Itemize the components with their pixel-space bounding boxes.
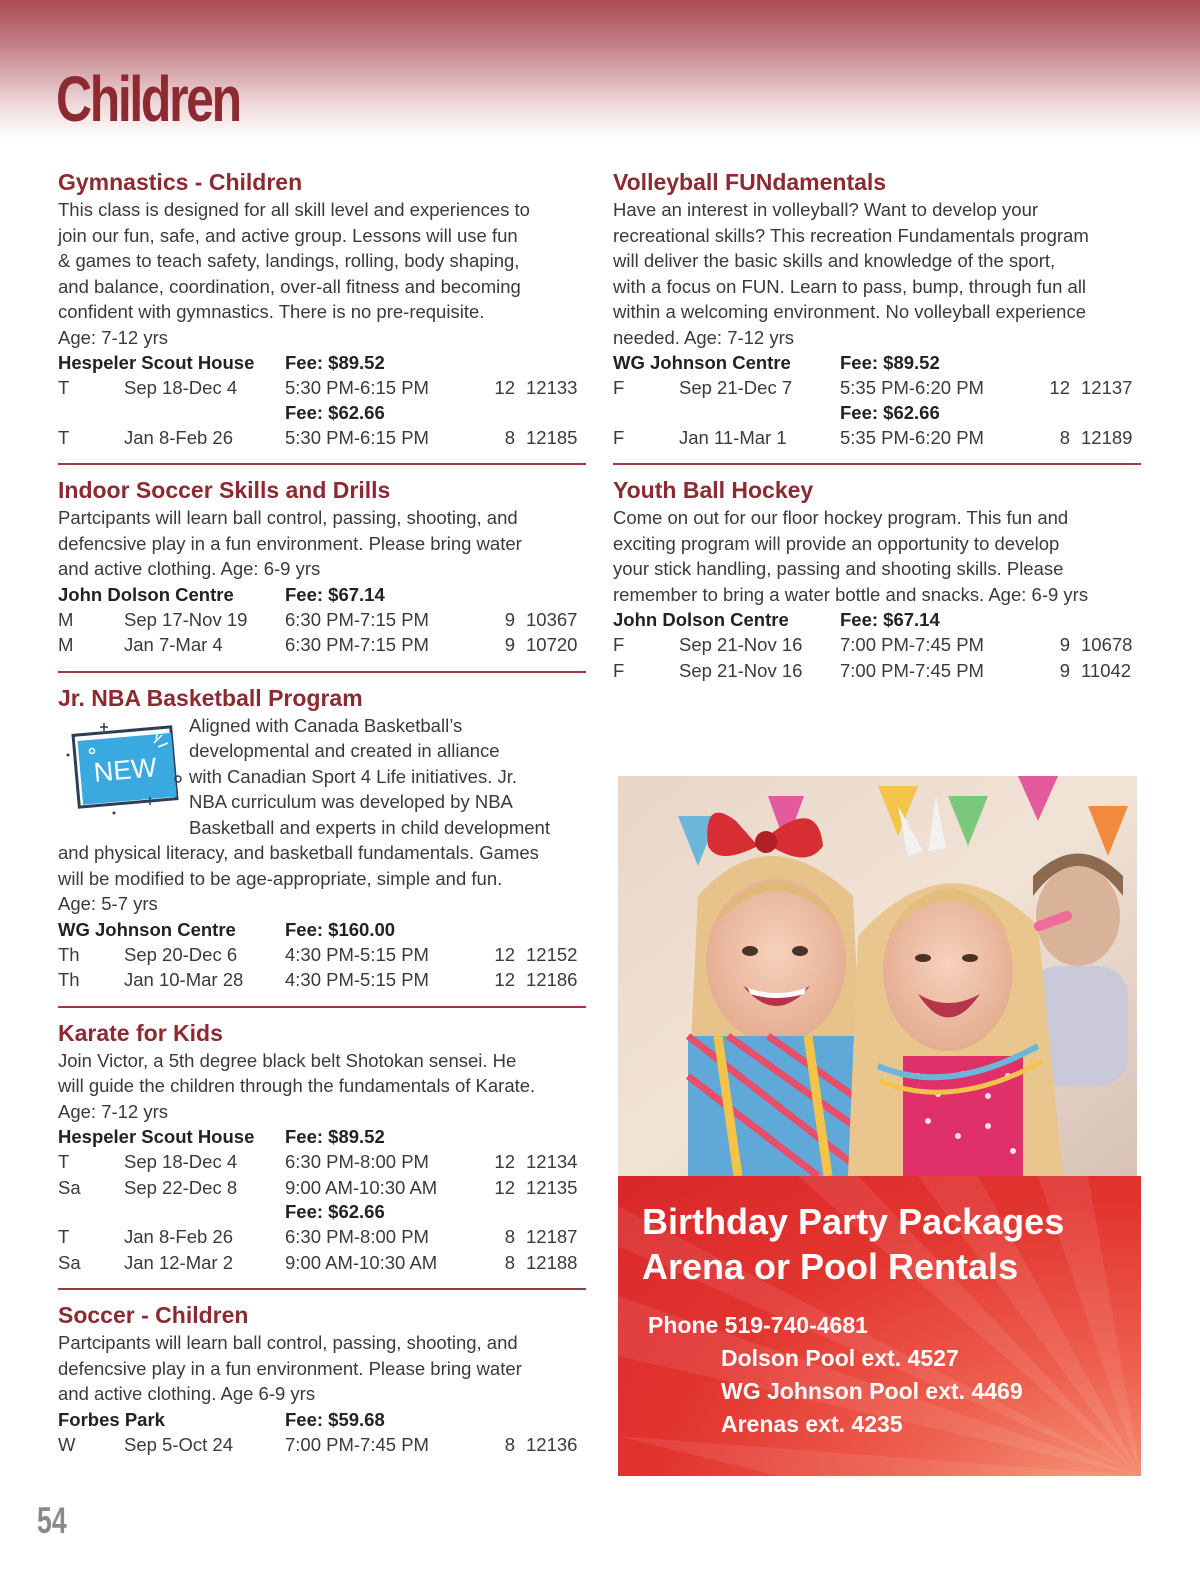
desc-line: Basketball and experts in child development: [189, 816, 550, 838]
desc-line: recreational skills? This recreation Fundamentals program: [613, 224, 1089, 246]
desc-line: Come on out for our floor hockey program. This fun and: [613, 507, 1069, 528]
location-row: [58, 917, 586, 942]
session-count: 9: [1059, 659, 1070, 681]
desc-line: Have an interest in volleyball? Want to develop your: [613, 199, 1039, 220]
promo-contact: Dolson Pool ext. 4527: [721, 1345, 959, 1371]
course-code: 10367: [526, 608, 578, 630]
day: T: [58, 377, 70, 398]
desc-line: Age: 5-7 yrs: [58, 893, 158, 914]
dates: Sep 20-Dec 6: [124, 943, 238, 965]
section-title: Jr. NBA Basketball Program: [58, 684, 363, 711]
left-column: [58, 168, 586, 1457]
day: T: [58, 426, 70, 448]
schedule-row: [613, 425, 1141, 451]
section-hockey: [613, 476, 1141, 683]
session-count: 8: [504, 426, 515, 448]
right-column: [613, 168, 1141, 683]
day: F: [613, 634, 625, 655]
section-volleyball: [613, 168, 1141, 450]
desc-line: and balance, coordination, over-all fitness and becoming: [58, 275, 521, 297]
nba-intro: [58, 713, 586, 841]
desc-line: confident with gymnastics. There is no pre-requisite.: [58, 301, 485, 322]
time: 6:30 PM-7:15 PM: [285, 608, 429, 630]
section-divider: [58, 1006, 586, 1008]
desc-line: Join Victor, a 5th degree black belt Shotokan sensei. He: [58, 1049, 517, 1071]
page-number: 54: [37, 1500, 67, 1541]
new-badge-icon: [58, 719, 188, 819]
session-count: 12: [1049, 377, 1070, 398]
desc-line: Partcipants will learn ball control, passing, shooting, and: [58, 507, 518, 528]
desc-line: will be modified to be age-appropriate, simple and fun.: [58, 867, 503, 889]
fee: Fee: $160.00: [285, 918, 396, 940]
promo-contact: WG Johnson Pool ext. 4469: [721, 1378, 1023, 1404]
section-gymnastics: [58, 168, 586, 450]
section-description: [58, 505, 586, 582]
course-code: 11042: [1081, 659, 1132, 681]
day: F: [613, 377, 625, 398]
promo-headline: Arena or Pool Rentals: [642, 1246, 1019, 1287]
session-count: 8: [504, 1433, 515, 1455]
course-code: 12137: [1081, 377, 1133, 398]
birthday-party-photo: [618, 776, 1137, 1176]
desc-line: remember to bring a water bottle and snacks. Age: 6-9 yrs: [613, 583, 1089, 605]
day: T: [58, 1226, 70, 1247]
session-count: 12: [494, 377, 515, 398]
desc-line: will guide the children through the fundamentals of Karate.: [58, 1075, 536, 1096]
section-title: Gymnastics - Children: [58, 169, 303, 195]
time: 5:30 PM-6:15 PM: [285, 377, 429, 398]
desc-line: Aligned with Canada Basketball’s: [189, 714, 463, 736]
session-count: 12: [494, 943, 515, 965]
fee: Fee: $67.14: [840, 609, 940, 630]
section-title: Indoor Soccer Skills and Drills: [58, 477, 391, 503]
schedule-row: [58, 967, 586, 993]
course-code: 12186: [526, 969, 578, 990]
session-count: 12: [494, 969, 515, 990]
new-badge-label: NEW: [92, 751, 158, 788]
section-description: [58, 1048, 586, 1125]
day: Th: [58, 943, 80, 965]
desc-line: with Canadian Sport 4 Life initiatives. Jr.: [189, 765, 518, 787]
schedule-row: [58, 632, 586, 658]
section-description: [58, 1330, 586, 1407]
desc-line: with a focus on FUN. Learn to pass, bump, through fun all: [613, 275, 1087, 297]
desc-line: exciting program will provide an opportunity to develop: [613, 532, 1060, 554]
fee: Fee: $62.66: [285, 401, 385, 423]
time: 6:30 PM-7:15 PM: [285, 634, 429, 655]
desc-line: and active clothing. Age 6-9 yrs: [58, 1383, 316, 1404]
dates: Sep 21-Nov 16: [679, 659, 803, 681]
fee: Fee: $89.52: [840, 352, 940, 373]
section-title: Karate for Kids: [58, 1019, 223, 1046]
desc-line: your stick handling, passing and shooting skills. Please: [613, 558, 1064, 579]
day: F: [613, 426, 625, 448]
desc-line: Age: 7-12 yrs: [58, 1100, 169, 1122]
course-code: 12185: [526, 426, 578, 448]
fee: Fee: $62.66: [840, 401, 940, 423]
section-title: Youth Ball Hockey: [613, 477, 814, 503]
promo-headline: Birthday Party Packages: [642, 1201, 1065, 1242]
section-description: [613, 197, 1141, 350]
course-code: 12135: [526, 1176, 578, 1198]
schedule-row: [58, 1250, 586, 1276]
dates: Sep 18-Dec 4: [124, 1151, 238, 1172]
day: M: [58, 608, 74, 630]
schedule-row: [58, 942, 586, 968]
day: M: [58, 634, 74, 655]
location: John Dolson Centre: [58, 583, 234, 605]
session-count: 9: [1059, 634, 1070, 655]
time: 6:30 PM-8:00 PM: [285, 1226, 429, 1247]
dates: Sep 5-Oct 24: [124, 1433, 234, 1455]
course-code: 10720: [526, 634, 578, 655]
section-description: [613, 505, 1141, 607]
promo-contact: Arenas ext. 4235: [721, 1411, 903, 1437]
fee: Fee: $89.52: [285, 1126, 385, 1147]
course-code: 12188: [526, 1251, 578, 1273]
schedule-row: [58, 607, 586, 633]
session-count: 9: [504, 608, 515, 630]
course-code: 12152: [526, 943, 578, 965]
section-title: Soccer - Children: [58, 1302, 249, 1328]
dates: Jan 8-Feb 26: [124, 1226, 234, 1247]
location: Hespeler Scout House: [58, 1126, 255, 1147]
day: F: [613, 659, 625, 681]
schedule-row: [613, 658, 1141, 684]
dates: Sep 18-Dec 4: [124, 377, 238, 398]
course-code: 10678: [1081, 634, 1133, 655]
location-row: [613, 350, 1141, 375]
dates: Sep 22-Dec 8: [124, 1176, 238, 1198]
time: 9:00 AM-10:30 AM: [285, 1176, 438, 1198]
time: 5:35 PM-6:20 PM: [840, 377, 984, 398]
desc-line: and active clothing. Age: 6-9 yrs: [58, 558, 321, 579]
schedule-row: [613, 375, 1141, 401]
time: 4:30 PM-5:15 PM: [285, 969, 429, 990]
desc-line: defencsive play in a fun environment. Please bring water: [58, 1357, 522, 1379]
desc-line: needed. Age: 7-12 yrs: [613, 326, 795, 348]
schedule-row: [58, 1175, 586, 1201]
schedule-row: [58, 425, 586, 451]
time: 6:30 PM-8:00 PM: [285, 1151, 429, 1172]
session-count: 8: [504, 1226, 515, 1247]
desc-line: Partcipants will learn ball control, passing, shooting, and: [58, 1332, 518, 1353]
desc-line: developmental and created in alliance: [189, 740, 500, 761]
desc-line: defencsive play in a fun environment. Please bring water: [58, 532, 522, 554]
dates: Sep 21-Dec 7: [679, 377, 793, 398]
day: Sa: [58, 1251, 81, 1273]
time: 5:30 PM-6:15 PM: [285, 426, 429, 448]
desc-line: within a welcoming environment. No volleyball experience: [613, 301, 1087, 322]
dates: Jan 7-Mar 4: [124, 634, 223, 655]
birthday-promo-box: [618, 1176, 1141, 1476]
schedule-row: [58, 1149, 586, 1175]
schedule-row: [58, 1432, 586, 1458]
section-karate: [58, 1019, 586, 1276]
session-count: 8: [1059, 426, 1070, 448]
dates: Jan 11-Mar 1: [679, 426, 787, 448]
desc-line: Age: 7-12 yrs: [58, 326, 169, 348]
desc-line: will deliver the basic skills and knowledge of the sport,: [613, 250, 1056, 271]
desc-line: and physical literacy, and basketball fundamentals. Games: [58, 842, 539, 863]
course-code: 12189: [1081, 426, 1133, 448]
session-count: 12: [494, 1176, 515, 1198]
time: 9:00 AM-10:30 AM: [285, 1251, 438, 1273]
course-code: 12187: [526, 1226, 578, 1247]
section-soccer: [58, 1301, 586, 1457]
desc-line: join our fun, safe, and active group. Lessons will use fun: [58, 224, 518, 246]
location: John Dolson Centre: [613, 609, 789, 630]
time: 7:00 PM-7:45 PM: [285, 1433, 429, 1455]
location: WG Johnson Centre: [613, 352, 791, 373]
location: Forbes Park: [58, 1408, 165, 1430]
page-title: Children: [56, 63, 240, 135]
time: 7:00 PM-7:45 PM: [840, 634, 984, 655]
day: Sa: [58, 1176, 81, 1198]
schedule-row: [613, 632, 1141, 658]
time: 7:00 PM-7:45 PM: [840, 659, 984, 681]
location-row: [613, 607, 1141, 632]
section-description: [58, 840, 586, 917]
time: 4:30 PM-5:15 PM: [285, 943, 429, 965]
desc-line: NBA curriculum was developed by NBA: [189, 791, 513, 812]
section-divider: [58, 463, 586, 465]
location: WG Johnson Centre: [58, 918, 236, 940]
dates: Jan 8-Feb 26: [124, 426, 234, 448]
promo-phone: Phone 519-740-4681: [648, 1312, 868, 1338]
location: Hespeler Scout House: [58, 352, 255, 373]
location-row: [58, 1124, 586, 1149]
location-row: [58, 582, 586, 607]
schedule-row: [58, 1224, 586, 1250]
location-row: [58, 1407, 586, 1432]
dates: Jan 12-Mar 2: [124, 1251, 233, 1273]
session-count: 9: [504, 634, 515, 655]
section-jr-nba: [58, 684, 586, 993]
fee: Fee: $62.66: [285, 1201, 385, 1222]
section-indoor-soccer: [58, 476, 586, 658]
desc-line: This class is designed for all skill level and experiences to: [58, 199, 530, 220]
dates: Jan 10-Mar 28: [124, 969, 244, 990]
session-count: 8: [504, 1251, 515, 1273]
section-title: Volleyball FUNdamentals: [613, 169, 887, 195]
desc-line: & games to teach safety, landings, rolling, body shaping,: [58, 250, 520, 271]
party-kids-image: [618, 776, 1137, 1176]
fee: Fee: $89.52: [285, 352, 385, 373]
location-row: [58, 350, 586, 375]
day: W: [58, 1433, 76, 1455]
day: Th: [58, 969, 80, 990]
dates: Sep 17-Nov 19: [124, 608, 248, 630]
course-code: 12133: [526, 377, 578, 398]
section-divider: [58, 671, 586, 673]
fee: Fee: $59.68: [285, 1408, 385, 1430]
section-divider: [58, 1288, 586, 1290]
session-count: 12: [494, 1151, 515, 1172]
course-code: 12134: [526, 1151, 578, 1172]
section-divider: [613, 463, 1141, 465]
time: 5:35 PM-6:20 PM: [840, 426, 984, 448]
schedule-row: [58, 375, 586, 401]
day: T: [58, 1151, 70, 1172]
dates: Sep 21-Nov 16: [679, 634, 803, 655]
course-code: 12136: [526, 1433, 578, 1455]
section-description: [58, 197, 586, 350]
fee: Fee: $67.14: [285, 583, 385, 605]
